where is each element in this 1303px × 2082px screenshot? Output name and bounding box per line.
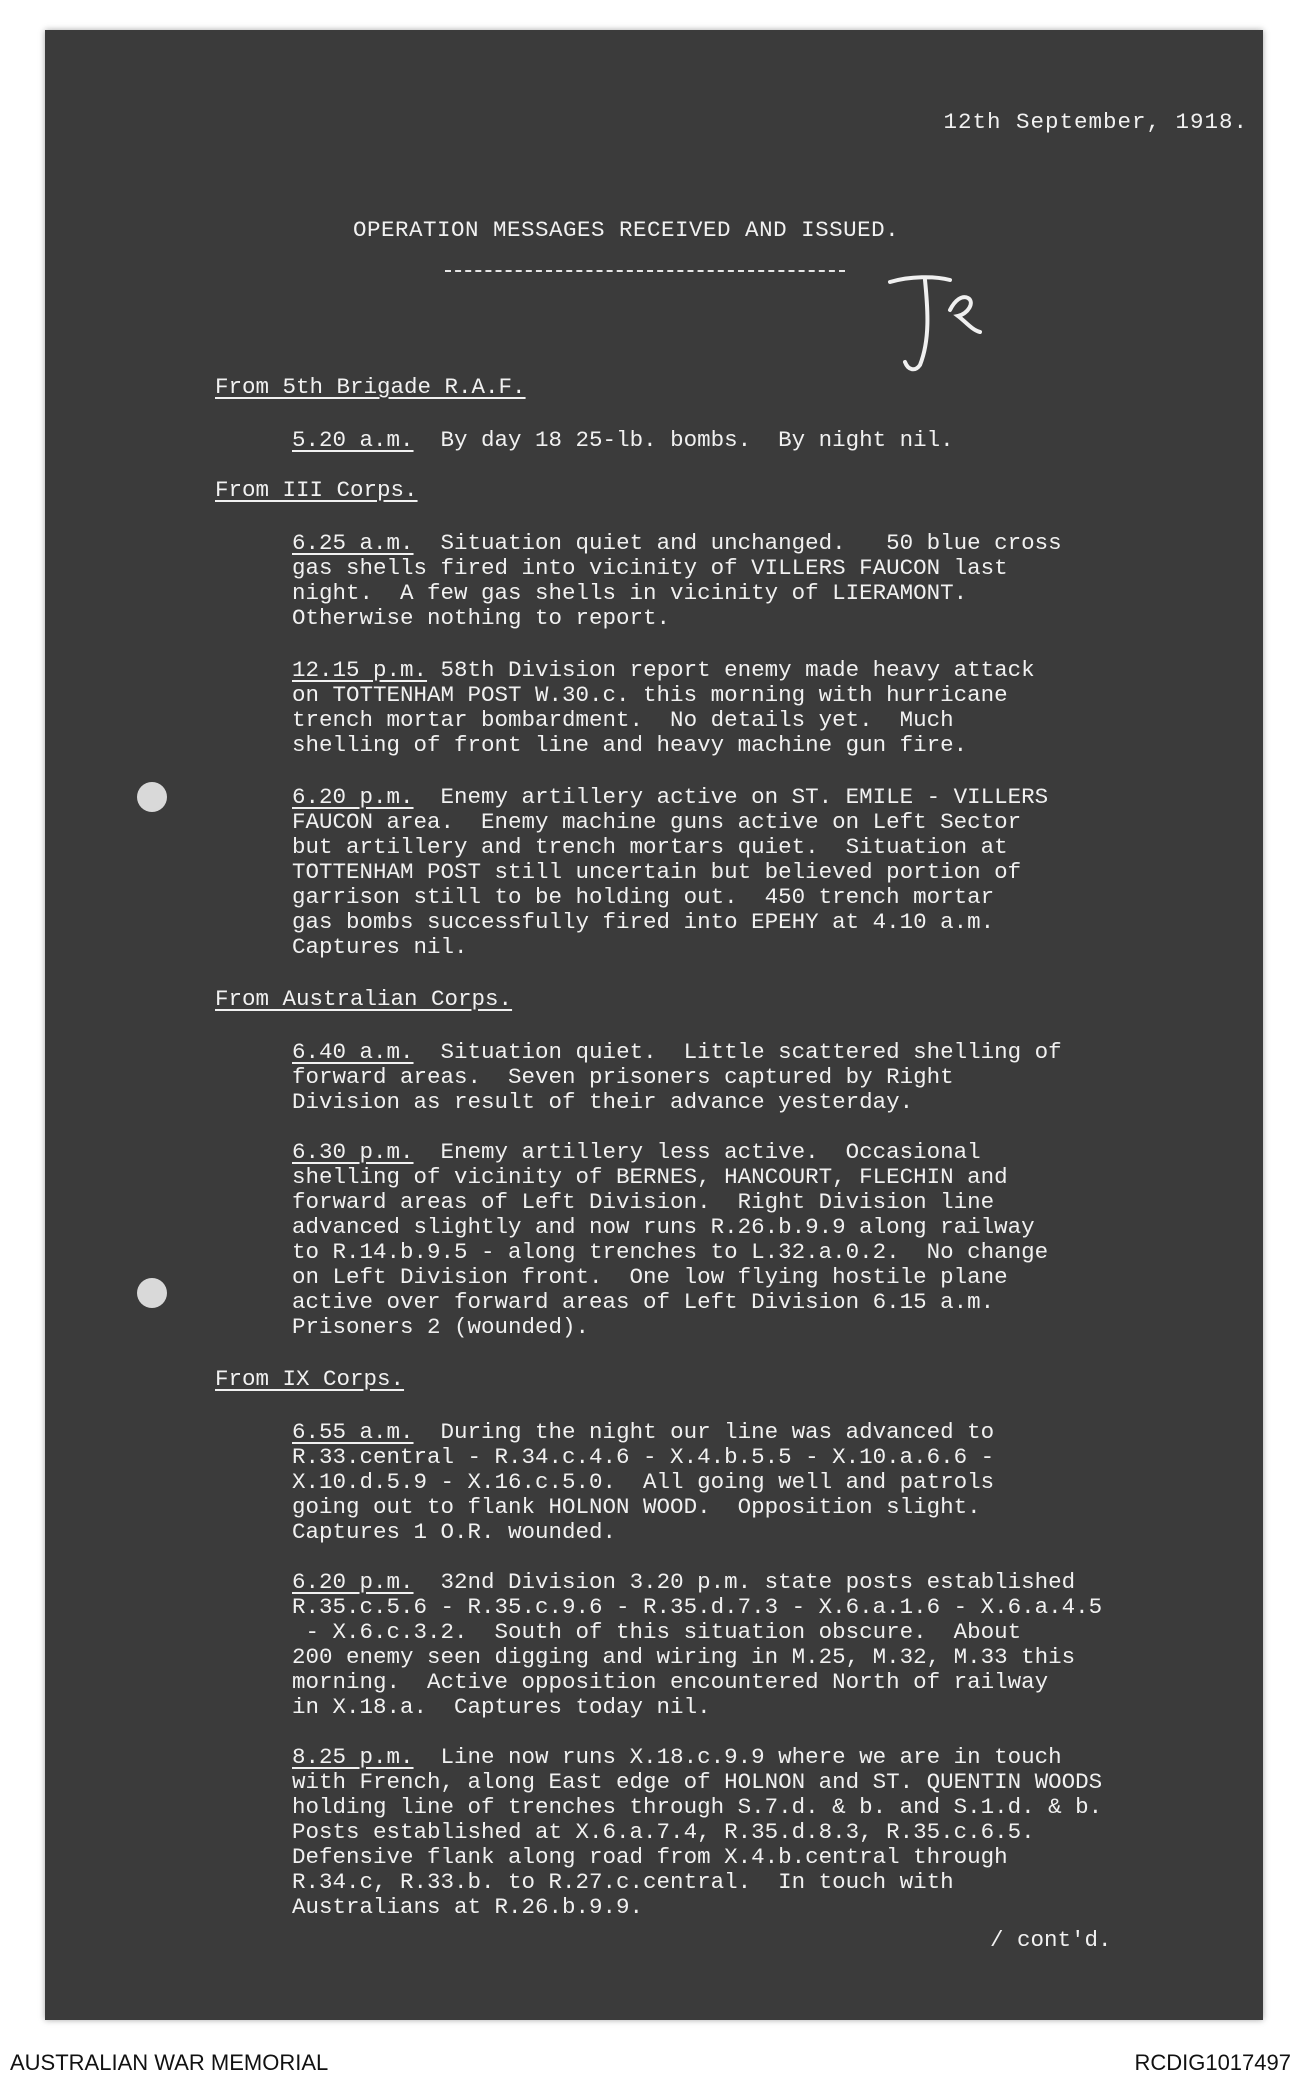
message-block — [292, 658, 1192, 758]
message-text: During the night our line was advanced to R.33.central - R.34.c.4.6 - X.4.b.5.5 - X.10.a.6.6 - X.10.d.5.9 - X.16.c.5.0. All going well and patrols going out to flank HOLNON WOOD. Opposition slight. Captures 1 O.R. wounded. — [292, 1419, 995, 1545]
handwritten-initials-mark — [880, 270, 985, 380]
document-title: OPERATION MESSAGES RECEIVED AND ISSUED. — [353, 217, 900, 243]
section-heading-iii-corps: From III Corps. — [215, 477, 418, 503]
message-time: 6.20 p.m. — [292, 1569, 414, 1595]
section-heading-australian-corps: From Australian Corps. — [215, 986, 513, 1012]
message-block — [292, 1140, 1192, 1340]
message-text: Enemy artillery less active. Occasional shelling of vicinity of BERNES, HANCOURT, FLECHIN and forward areas of Left Division. Right Division line advanced slightly and now runs R.26.b.9.9 along railway to R.14.b.9.5 - along trenches to L.32.a.0.2. No change on Left Division front. One low flying hostile plane active over forward areas of Left Division 6.15 a.m. Prisoners 2 (wounded). — [292, 1139, 1049, 1340]
message-text: By day 18 25-lb. bombs. By night nil. — [413, 427, 954, 453]
footer-record-id: RCDIG1017497 — [1134, 2050, 1291, 2075]
message-time: 5.20 a.m. — [292, 427, 414, 453]
message-time: 6.40 a.m. — [292, 1039, 414, 1065]
section-heading-5th-brigade-raf: From 5th Brigade R.A.F. — [215, 374, 526, 400]
message-block — [292, 531, 1192, 631]
message-block — [292, 1570, 1192, 1720]
continued-note: / cont'd. — [990, 1927, 1112, 1953]
message-time: 6.55 a.m. — [292, 1419, 414, 1445]
message-text: 58th Division report enemy made heavy attack on TOTTENHAM POST W.30.c. this morning with hurricane trench mortar bombardment. No details yet. Much shelling of front line and heavy machine gun fire. — [292, 657, 1035, 758]
message-text: Line now runs X.18.c.9.9 where we are in touch with French, along East edge of HOLNON and ST. QUENTIN WOODS holding line of trenches through S.7.d. & b. and S.1.d. & b. Posts established at X.6.a.7.4, R.35.d.8.3, R.35.c.6.5. Defensive flank along road from X.4.b.central through R.34.c, R.33.b. to R.27.c.central. In touch with Australians at R.26.b.9.9. — [292, 1744, 1103, 1920]
footer-archive-name: AUSTRALIAN WAR MEMORIAL — [10, 2050, 329, 2075]
message-block — [292, 1420, 1192, 1545]
message-block — [292, 785, 1192, 960]
message-block — [292, 428, 1192, 453]
message-time: 6.25 a.m. — [292, 530, 414, 556]
message-time: 6.30 p.m. — [292, 1139, 414, 1165]
document-date: 12th September, 1918. — [943, 109, 1248, 135]
message-time: 6.20 p.m. — [292, 784, 414, 810]
message-block — [292, 1745, 1192, 1920]
message-text: Enemy artillery active on ST. EMILE - VILLERS FAUCON area. Enemy machine guns active on Left Sector but artillery and trench mortars quiet. Situation at TOTTENHAM POST still uncertain but believed portion of garrison still to be holding out. 450 trench mortar gas bombs successfully fired into EPEHY at 4.10 a.m. Captures nil. — [292, 784, 1049, 960]
message-text: Situation quiet. Little scattered shelling of forward areas. Seven prisoners captured by Right Division as result of their advance yesterday. — [292, 1039, 1062, 1115]
message-text: Situation quiet and unchanged. 50 blue cross gas shells fired into vicinity of VILLERS FAUCON last night. A few gas shells in vicinity of LIERAMONT. Otherwise nothing to report. — [292, 530, 1062, 631]
title-divider — [445, 270, 845, 272]
message-text: 32nd Division 3.20 p.m. state posts established R.35.c.5.6 - R.35.c.9.6 - R.35.d.7.3 - X.6.a.1.6 - X.6.a.4.5 - X.6.c.3.2. South of this situation obscure. About 200 enemy seen digging and wiring in M.25, M.32, M.33 this morning. Active opposition encountered North of railway in X.18.a. Captures today nil. — [292, 1569, 1103, 1720]
section-heading-ix-corps: From IX Corps. — [215, 1366, 405, 1392]
message-block — [292, 1040, 1192, 1115]
message-time: 8.25 p.m. — [292, 1744, 414, 1770]
message-time: 12.15 p.m. — [292, 657, 428, 683]
